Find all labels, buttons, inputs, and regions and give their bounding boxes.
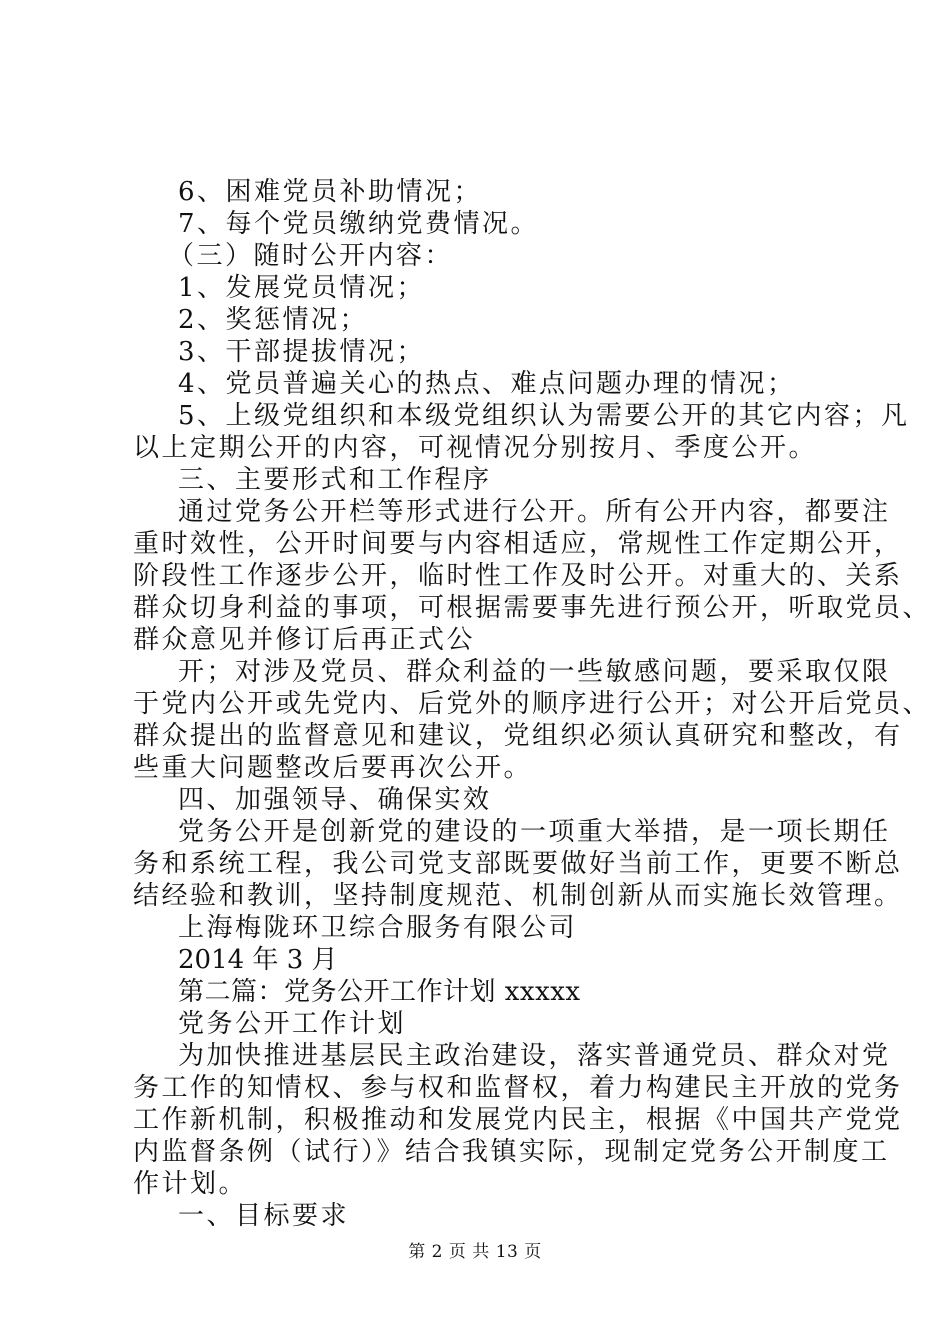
text-line: 务工作的知情权、参与权和监督权，着力构建民主开放的党务	[133, 1073, 903, 1103]
text-line: 6、困难党员补助情况；	[178, 177, 483, 207]
text-line: 7、每个党员缴纳党费情况。	[178, 209, 540, 239]
section-heading: （三）随时公开内容：	[168, 241, 454, 271]
text-line: 些重大问题整改后要再次公开。	[133, 753, 533, 783]
company-name: 上海梅陇环卫综合服务有限公司	[178, 913, 578, 943]
text-line: 务和系统工程，我公司党支部既要做好当前工作，更要不断总	[133, 849, 903, 879]
text-line: 群众切身利益的事项，可根据需要事先进行预公开，听取党员、	[133, 593, 932, 623]
text-line: 以上定期公开的内容，可视情况分别按月、季度公开。	[133, 433, 818, 463]
text-line: 党务公开是创新党的建设的一项重大举措，是一项长期任	[178, 817, 891, 847]
text-line: 内监督条例（试行）》结合我镇实际，现制定党务公开制度工	[133, 1137, 890, 1167]
text-line: 群众提出的监督意见和建议，党组织必须认真研究和整改，有	[133, 721, 903, 751]
text-line: 阶段性工作逐步公开，临时性工作及时公开。对重大的、关系	[133, 561, 903, 591]
text-line: 为加快推进基层民主政治建设，落实普通党员、群众对党	[178, 1041, 891, 1071]
text-line: 1、发展党员情况；	[178, 273, 426, 303]
text-line: 结经验和教训，坚持制度规范、机制创新从而实施长效管理。	[133, 881, 903, 911]
text-line: 作计划。	[133, 1169, 248, 1199]
document-title: 党务公开工作计划	[178, 1009, 407, 1039]
text-line: 3、干部提拔情况；	[178, 337, 426, 367]
text-line: 工作新机制，积极推动和发展党内民主，根据《中国共产党党	[133, 1105, 903, 1135]
section-heading: 三、主要形式和工作程序	[178, 465, 492, 495]
text-line: 通过党务公开栏等形式进行公开。所有公开内容，都要注	[178, 497, 891, 527]
section-heading: 四、加强领导、确保实效	[178, 785, 492, 815]
text-line: 于党内公开或先党内、后党外的顺序进行公开；对公开后党员、	[133, 689, 932, 719]
text-line: 4、党员普遍关心的热点、难点问题办理的情况；	[178, 369, 796, 399]
section-heading: 一、目标要求	[178, 1201, 350, 1231]
chapter-heading: 第二篇：党务公开工作计划 xxxxx	[178, 977, 581, 1007]
text-line: 5、上级党组织和本级党组织认为需要公开的其它内容；凡	[178, 401, 910, 431]
text-line: 2、奖惩情况；	[178, 305, 369, 335]
text-line: 开；对涉及党员、群众利益的一些敏感问题，要采取仅限	[178, 657, 891, 687]
page-number: 第 2 页 共 13 页	[408, 1242, 542, 1262]
text-line: 群众意见并修订后再正式公	[133, 625, 476, 655]
text-line: 重时效性，公开时间要与内容相适应，常规性工作定期公开，	[133, 529, 903, 559]
document-date: 2014 年 3 月	[178, 945, 338, 975]
